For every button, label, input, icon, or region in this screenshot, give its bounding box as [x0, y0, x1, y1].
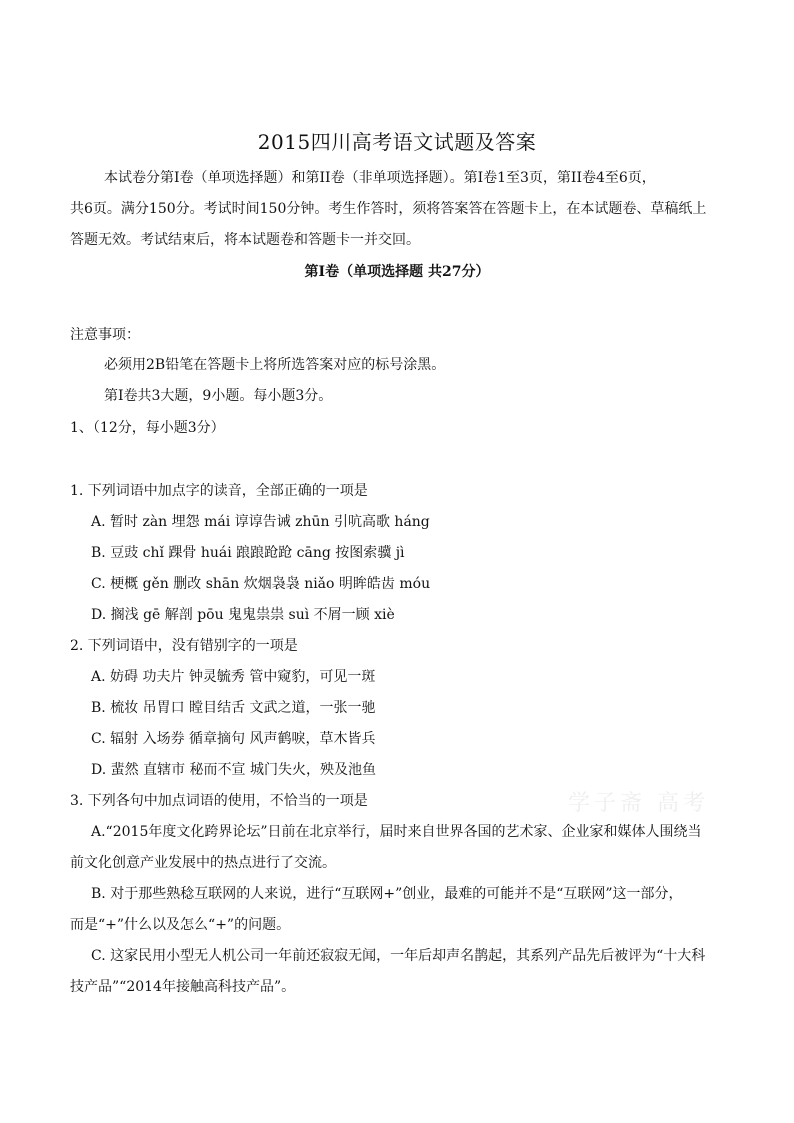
q2-option-c: C. 辐射 入场券 循章摘句 风声鹤唳，草木皆兵	[91, 731, 376, 747]
notes-item-2: 第Ⅰ卷共3大题，9小题。每小题3分。	[104, 388, 333, 404]
q3-line-2: 前文化创意产业发展中的热点进行了交流。	[70, 855, 336, 871]
q3-line-5: C. 这家民用小型无人机公司一年前还寂寂无闻，一年后却声名鹊起，其系列产品先后被评为“十大科	[91, 948, 706, 964]
q2-stem: 2. 下列词语中，没有错别字的一项是	[70, 638, 298, 654]
q3-stem: 3. 下列各句中加点词语的使用，不恰当的一项是	[70, 793, 368, 809]
q3-line-6: 技产品”“2014年接触高科技产品”。	[70, 979, 296, 995]
q1-option-c: C. 梗概 gěn 删改 shān 炊烟袅袅 niǎo 明眸皓齿 móu	[91, 576, 431, 592]
intro-line-1: 本试卷分第Ⅰ卷（单项选择题）和第II卷（非单项选择题）。第Ⅰ卷1至3页，第II卷4至6页，	[104, 170, 656, 186]
q1-option-a: A. 暂时 zàn 埋怨 mái 谆谆告诫 zhūn 引吭高歌 háng	[91, 514, 430, 530]
intro-line-2: 共6页。满分150分。考试时间150分钟。考生作答时，须将答案答在答题卡上，在本试题卷、草稿纸上	[70, 201, 707, 217]
q2-option-d: D. 蜚然 直辖市 秘而不宣 城门失火，殃及池鱼	[91, 762, 376, 778]
q3-line-4: 而是“+”什么以及怎么“+”的问题。	[70, 917, 291, 933]
q3-line-3: B. 对于那些熟稔互联网的人来说，进行“互联网+”创业，最难的可能并不是“互联网”这一部分，	[91, 886, 683, 902]
q2-option-b: B. 梳妆 吊胃口 瞠目结舌 文武之道，一张一驰	[91, 700, 376, 716]
notes-heading: 注意事项：	[70, 327, 140, 343]
q1-option-d: D. 搁浅 gē 解剖 pōu 鬼鬼祟祟 suì 不屑一顾 xiè	[91, 607, 395, 623]
q3-line-1: A.“2015年度文化跨界论坛”日前在北京举行，届时来自世界各国的艺术家、企业家和媒体人围绕当	[91, 824, 702, 840]
notes-item-1: 必须用2B铅笔在答题卡上将所选答案对应的标号涂黑。	[104, 357, 446, 373]
watermark: 学子斋 高考	[568, 791, 709, 816]
intro-line-3: 答题无效。考试结束后，将本试题卷和答题卡一并交回。	[70, 232, 420, 248]
section-title: 第Ⅰ卷（单项选择题 共27分）	[304, 264, 490, 280]
q1-option-b: B. 豆豉 chǐ 踝骨 huái 踉踉跄跄 cāng 按图索骥 jì	[91, 545, 405, 561]
part1-heading: 1、（12分，每小题3分）	[70, 420, 225, 436]
page-title: 2015四川高考语文试题及答案	[257, 130, 537, 154]
q1-stem: 1. 下列词语中加点字的读音，全部正确的一项是	[70, 483, 368, 499]
q2-option-a: A. 妨碍 功夫片 钟灵毓秀 管中窥豹，可见一斑	[91, 669, 376, 685]
